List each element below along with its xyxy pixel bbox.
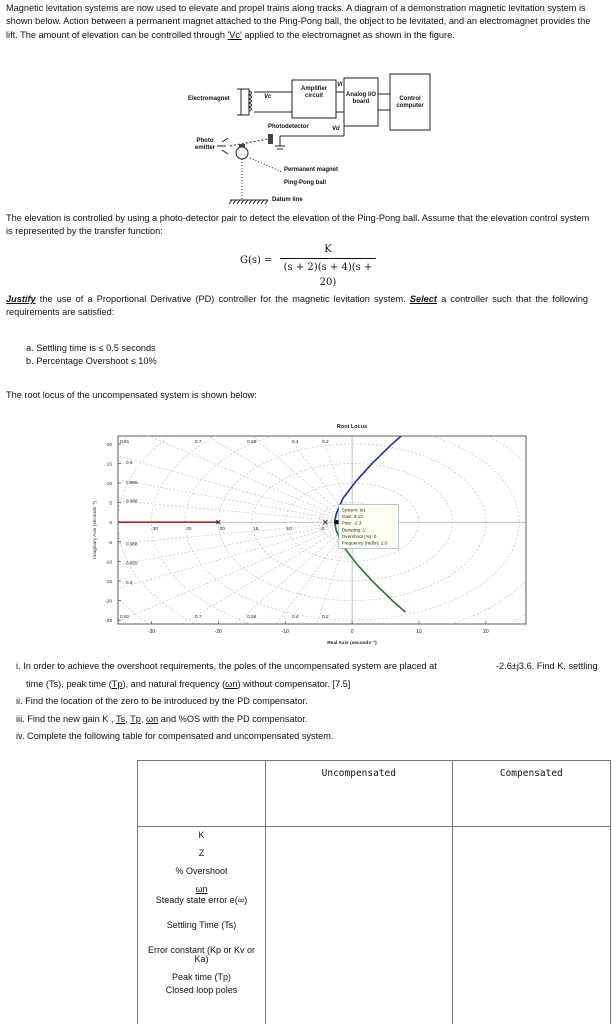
x-tick-label: -30	[147, 629, 156, 635]
maglev-diagram	[180, 70, 440, 210]
cell-uncompensated[interactable]	[266, 827, 453, 1024]
label-vc: Vc	[264, 94, 272, 100]
ping-pong-ball	[236, 147, 248, 159]
intro-paragraph	[6, 2, 610, 42]
y-tick-label: -10	[105, 560, 112, 566]
row-label-wn: ωn	[195, 884, 208, 894]
label-photodetector: Photodetector	[268, 124, 309, 130]
elevation-line-2: is represented by the transfer function:	[6, 226, 163, 237]
datatip-line: System: ts1	[341, 507, 366, 513]
tf-denominator: (s + 2)(s + 4)(s + 20)	[283, 262, 373, 288]
q3-sep2: ,	[140, 713, 144, 724]
row-label-steady-state-error: Steady state error e(∞)	[155, 895, 248, 905]
y-tick-label: 15	[106, 462, 112, 468]
datatip-line: Damping: 1	[341, 527, 366, 533]
intro-line-2: shown below. Action between a permanent magnet attached to the Ping-Pong ball, the object to be levitated, and an electromagnet provides the	[6, 16, 591, 27]
transfer-function	[240, 243, 400, 288]
damping-label-left: 0.9	[126, 460, 133, 466]
tf-lhs: G(s) =	[240, 255, 273, 266]
label-ping-pong-ball: Ping-Pong ball	[284, 180, 326, 186]
inner-wn-label: 15	[253, 527, 259, 533]
datatip-line: Pole: -2.3	[341, 520, 362, 526]
label-datum-line: Datum line	[272, 197, 303, 203]
y-tick-label: 5	[109, 501, 112, 507]
table-header-compensated: Compensated	[452, 761, 610, 827]
row-label-peak-time: Peak time (Tp)	[171, 972, 231, 982]
root-locus-chart	[84, 418, 544, 654]
intro-line-3-post: applied to the electromagnet as shown in the figure.	[244, 29, 455, 40]
inner-wn-label: 20	[219, 527, 225, 533]
damping-label-bottom: 0.81	[120, 615, 130, 620]
intro-line-3-pre: lift. The amount of elevation can be controlled through	[6, 29, 225, 40]
question-1-text: i. In order to achieve the overshoot requirements, the poles of the uncompensated system are placed at	[16, 661, 437, 671]
chart-title: Root Locus	[336, 424, 368, 430]
root-locus-intro: The root locus of the uncompensated system is shown below:	[6, 390, 257, 400]
damping-label-top: 0.7	[194, 440, 202, 445]
damping-label-left: 0.988	[126, 541, 138, 547]
questions	[16, 660, 612, 743]
elevation-paragraph	[6, 212, 610, 239]
x-tick-label: -10	[281, 629, 289, 635]
tf-fraction-bar	[280, 258, 376, 259]
label-analog-io: Analog I/O board	[346, 92, 376, 105]
row-label-z: Z	[198, 848, 205, 858]
datum-line-hatch	[229, 200, 268, 204]
x-tick-label: 10	[416, 629, 422, 635]
damping-label-top: 0.56	[247, 440, 257, 445]
label-vi: Vi	[337, 82, 343, 88]
damping-label-bottom: 0.56	[247, 615, 257, 620]
datatip-line: Gain: 9.12	[341, 514, 363, 520]
q3-b: and %OS with the PD compensator.	[160, 713, 308, 724]
label-electromagnet: Electromagnet	[188, 96, 230, 102]
damping-label-left: 0.955	[126, 479, 138, 485]
label-vd: Vd	[332, 126, 340, 132]
datatip-line: Overshoot (%): 0	[341, 533, 377, 539]
requirement-settling: a. Settling time is ≤ 0.5 seconds	[26, 343, 156, 353]
q3-wn: ωn	[145, 713, 159, 724]
damping-label-top: 0.4	[291, 440, 299, 445]
x-tick-label: 0	[350, 629, 354, 635]
y-tick-label: 10	[106, 482, 112, 487]
x-tick-label: -20	[214, 629, 222, 635]
permanent-magnet	[239, 144, 245, 147]
row-label-overshoot: % Overshoot	[175, 866, 228, 876]
requirement-overshoot: b. Percentage Overshoot ≤ 10%	[26, 356, 157, 367]
inner-wn-label: 25	[186, 527, 192, 533]
label-amplifier: Amplifier circuit	[300, 86, 327, 99]
y-axis-label: Imaginary Axis (seconds⁻¹)	[93, 501, 98, 559]
question-1-line-1	[16, 660, 612, 674]
intro-vc-var: 'Vc'	[227, 29, 242, 40]
question-1-pole: -2.6±j3.6. Find K, settling	[496, 661, 598, 671]
comparison-table	[137, 760, 611, 1024]
question-4: iv. Complete the following table for compensated and uncompensated system.	[16, 731, 334, 742]
question-1-line-2	[26, 678, 612, 691]
inner-wn-label: 30	[152, 527, 159, 533]
x-axis-label: Real Axis (seconds⁻¹)	[327, 641, 377, 646]
q1-tp: Tp	[111, 679, 123, 689]
table-row-labels	[138, 827, 266, 1024]
justify-line-2: requirements are satisfied:	[6, 307, 115, 318]
label-photo-emitter: Photo emitter	[194, 138, 215, 151]
cell-compensated[interactable]	[452, 827, 610, 1024]
datatip-marker	[335, 520, 339, 524]
row-label-error-constant: Error constant (Kp or Kv or Ka)	[147, 945, 256, 964]
y-tick-label: -15	[105, 579, 112, 585]
table-header-blank	[138, 761, 266, 827]
justify-text-1: the use of a Proportional Derivative (PD) controller for the magnetic levitation system.	[39, 294, 406, 304]
table-header-uncompensated: Uncompensated	[266, 761, 453, 827]
y-tick-label: 0	[109, 521, 112, 527]
label-permanent-magnet: Permanent magnet	[284, 167, 339, 173]
y-tick-label: -5	[107, 540, 112, 546]
q3-a: iii. Find the new gain K ,	[16, 713, 114, 724]
tf-numerator: K	[324, 244, 332, 255]
x-tick-label: 20	[483, 629, 489, 635]
y-tick-label: -25	[105, 619, 112, 625]
y-tick-label: -20	[105, 599, 112, 605]
intro-line-1: Magnetic levitation systems are now used to elevate and propel trains along tracks. A diagram of a demonstration magnetic levitation system is	[6, 3, 586, 13]
damping-label-top: 0.81	[120, 440, 130, 445]
row-label-k: K	[198, 830, 205, 840]
question-3	[16, 713, 612, 726]
damping-label-left: 0.9	[126, 580, 133, 586]
q1-line2-c: ) without compensator. [7.5]	[237, 679, 351, 689]
root-locus-svg	[84, 418, 544, 654]
damping-label-left: 0.988	[126, 498, 138, 504]
photo-emitter-icon	[217, 138, 228, 154]
justify-text-2: a controller such that the following	[441, 294, 589, 304]
damping-label-top: 0.2	[322, 440, 329, 445]
justify-keyword: Justify	[6, 294, 36, 304]
q1-wn: ωn	[225, 679, 238, 689]
datatip-line: Frequency (rad/s): 2.3	[341, 540, 387, 546]
electromagnet-coil	[237, 89, 252, 115]
photodetector-sensor	[268, 134, 273, 144]
light-beam	[230, 139, 268, 146]
y-tick-label: 20	[106, 442, 112, 448]
table-body-row	[138, 827, 611, 1024]
intro-line-3	[6, 29, 610, 42]
justify-paragraph	[6, 293, 610, 320]
q3-ts: Ts	[115, 713, 126, 724]
requirements-list	[26, 342, 616, 369]
q1-line2-a: time (Ts), peak time (	[26, 679, 112, 689]
elevation-line-1: The elevation is controlled by using a photo-detector pair to detect the elevation of the Ping-Pong ball. Assume that the elevation control system	[6, 213, 590, 223]
damping-label-bottom: 0.2	[322, 615, 329, 620]
q3-tp: Tp	[130, 713, 141, 724]
justify-line-1	[6, 293, 610, 306]
table-header-row	[138, 761, 611, 827]
row-label-closed-loop-poles: Closed loop poles	[165, 985, 238, 995]
inner-wn-label: 10	[286, 527, 292, 533]
label-control-computer: Control computer	[396, 96, 424, 109]
damping-label-bottom: 0.7	[194, 615, 202, 620]
damping-label-left: 0.955	[126, 560, 138, 566]
row-label-settling-time: Settling Time (Ts)	[166, 920, 237, 930]
inner-wn-label: 5	[321, 527, 324, 533]
question-2: ii. Find the location of the zero to be introduced by the PD compensator.	[16, 696, 308, 707]
q1-line2-b: ), and natural frequency (	[122, 679, 226, 689]
q3-sep: ,	[125, 713, 128, 724]
select-keyword: Select	[409, 294, 437, 304]
damping-label-bottom: 0.4	[291, 615, 299, 620]
